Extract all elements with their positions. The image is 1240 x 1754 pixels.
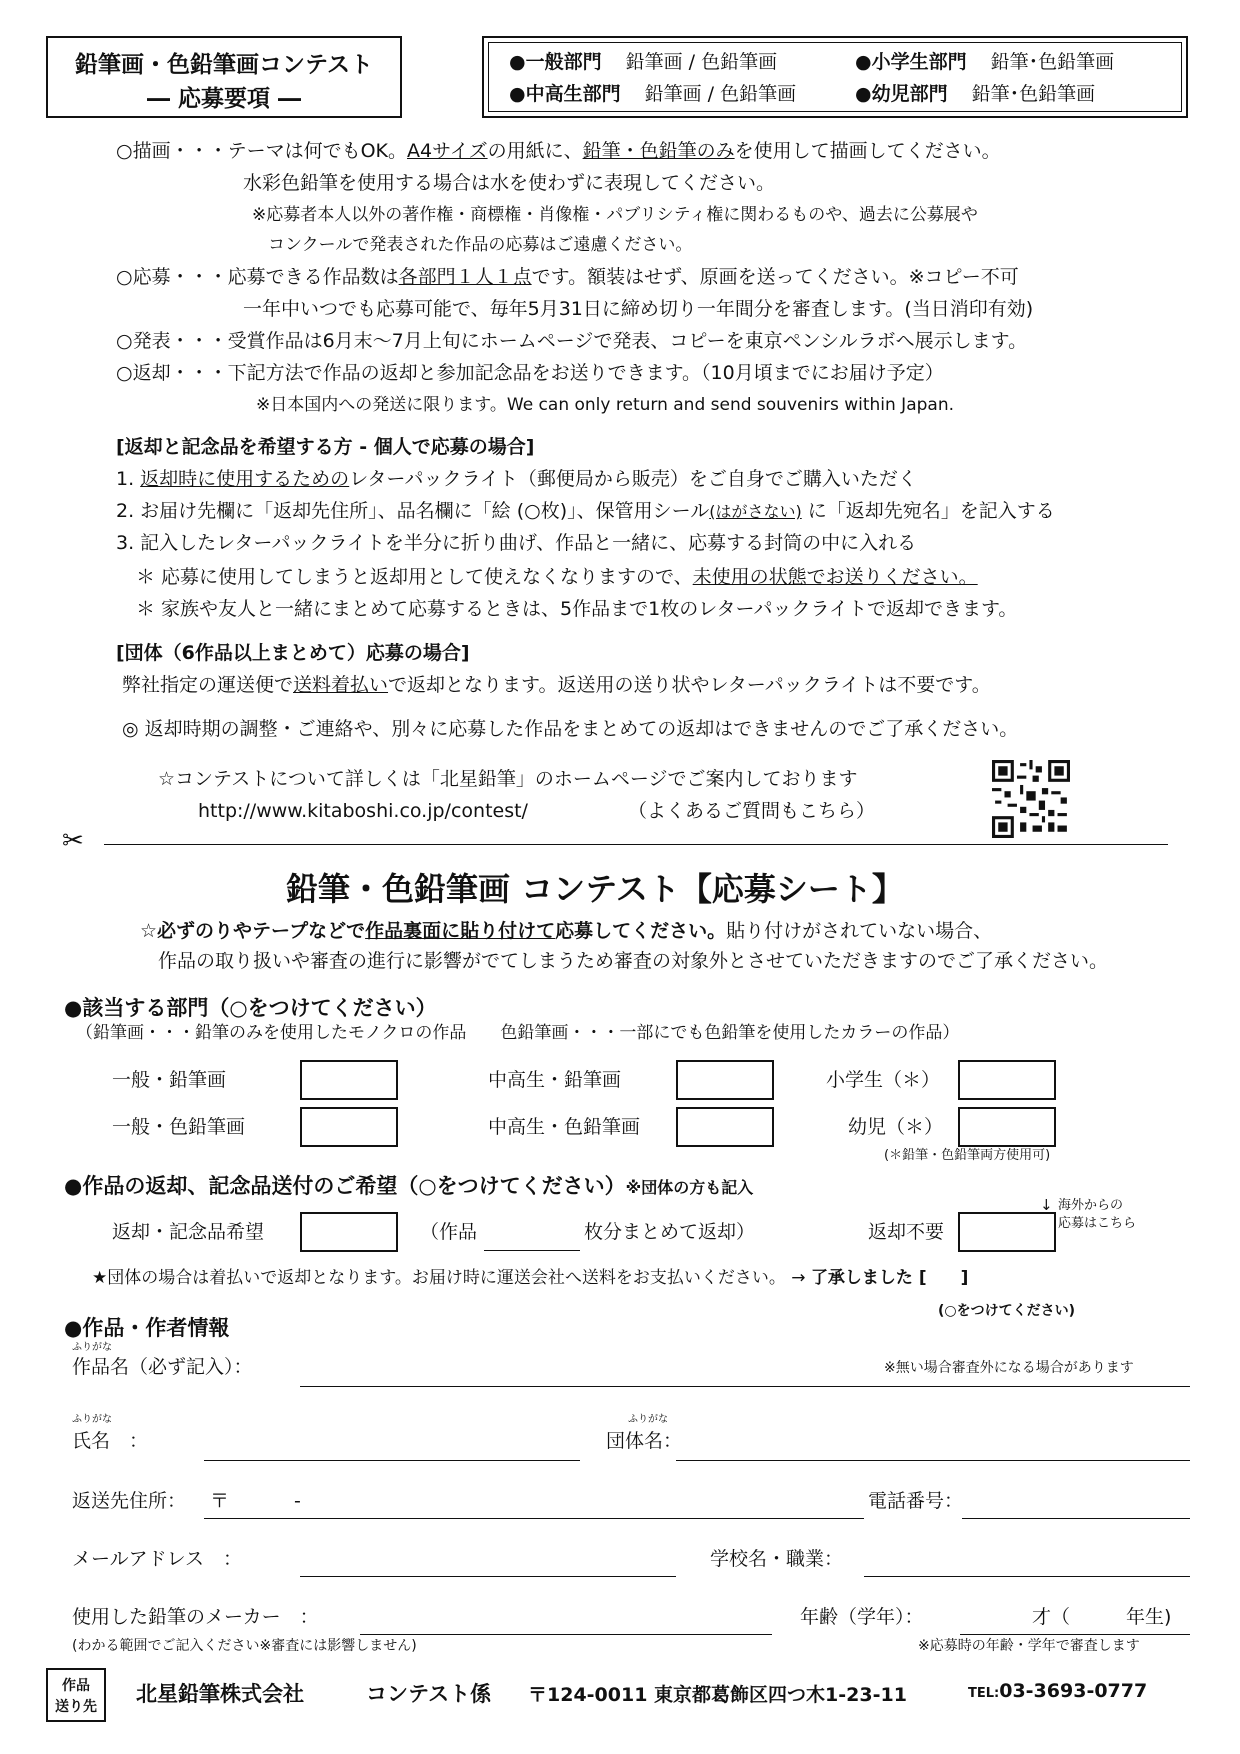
option-general-pencil-label: 一般・鉛筆画	[112, 1069, 227, 1091]
age-sai: 才（	[1032, 1606, 1071, 1628]
tel-label: TEL:	[968, 1686, 1000, 1701]
footer-tel	[968, 1680, 1147, 1702]
department-name: ●一般部門	[509, 51, 602, 73]
heading-note: ※団体の方も記入	[625, 1178, 754, 1197]
qr-code-icon[interactable]	[992, 760, 1070, 838]
step-text: レターパックライト（郵便局から販売）をご自身でご購入いただく	[349, 468, 917, 490]
email-field-label: メールアドレス ：	[72, 1548, 243, 1570]
return-want-checkbox[interactable]	[300, 1212, 398, 1252]
option-preschool-label: 幼児（＊）	[848, 1116, 944, 1138]
school-field-label: 学校名・職業：	[710, 1548, 844, 1570]
address-field-input[interactable]	[204, 1518, 864, 1519]
individual-note-1	[136, 564, 978, 590]
department-name: ●小学生部門	[855, 51, 967, 73]
group-furigana: ふりがな	[628, 1414, 668, 1425]
department-list-inner	[488, 42, 1182, 112]
rule-drawing-line1	[116, 138, 1001, 164]
name-field-input[interactable]	[204, 1460, 580, 1461]
sheet-title: 鉛筆・色鉛筆画 コンテスト【応募シート】	[286, 870, 904, 908]
option-preschool-checkbox[interactable]	[958, 1107, 1056, 1147]
group-line	[122, 672, 991, 698]
option-note: (＊鉛筆・色鉛筆両方使用可)	[884, 1148, 1051, 1163]
rule-drawing-note1: ※応募者本人以外の著作権・商標権・肖像権・パブリシティ権に関わるものや、過去に公募展や	[252, 205, 978, 225]
age-field-note: ※応募時の年齢・学年で審査します	[918, 1638, 1140, 1654]
step-text: に「返却先宛名」を記入する	[801, 500, 1055, 522]
maker-field-input[interactable]	[360, 1634, 772, 1635]
agree-note: (○をつけてください)	[938, 1303, 1076, 1319]
step-text: 2. お届け先欄に「返却先住所」、品名欄に「絵 (○枚)」、保管用シール	[116, 500, 710, 522]
option-elementary-checkbox[interactable]	[958, 1060, 1056, 1100]
instruction-text: 貼り付けがされていない場合、	[726, 920, 993, 942]
age-grade: 年生)	[1126, 1606, 1172, 1628]
individual-step-1	[116, 466, 917, 492]
note-text: ＊ 応募に使用してしまうと返却用として使えなくなりますので、	[136, 566, 693, 588]
school-field-input[interactable]	[864, 1576, 1190, 1577]
department-elementary	[855, 47, 1114, 74]
title-field-label: 作品名（必ず記入）：	[72, 1356, 253, 1378]
option-general-color-checkbox[interactable]	[300, 1107, 398, 1147]
footer-company: 北星鉛筆株式会社	[136, 1682, 304, 1706]
rule-drawing-line2: 水彩色鉛筆を使用する場合は水を使わずに表現してください。	[243, 172, 776, 194]
overseas-note-line2: 応募はこちら	[1058, 1216, 1137, 1231]
overseas-arrow-icon: ↓	[1040, 1196, 1053, 1214]
instruction-emphasis: 作品裏面に貼り付けて	[365, 920, 556, 942]
rule-apply-line2: 一年中いつでも応募可能で、毎年5月31日に締め切り一年間分を審査します。(当日消印有効)	[243, 298, 1034, 320]
title-box	[46, 36, 402, 118]
return-group-count-field[interactable]	[484, 1250, 580, 1251]
department-preschool	[855, 79, 1095, 106]
group-payment-note	[92, 1266, 968, 1290]
group-note: ◎ 返却時期の調整・ご連絡や、別々に応募した作品をまとめての返却はできませんのでご了承ください。	[122, 718, 1019, 740]
title-furigana: ふりがな	[72, 1342, 112, 1353]
page-title: 鉛筆画・色鉛筆画コンテスト	[74, 52, 374, 78]
option-general-color-label: 一般・色鉛筆画	[112, 1116, 246, 1138]
title-field-note: ※無い場合審査外になる場合があります	[884, 1360, 1134, 1376]
postal-dash: -	[294, 1490, 301, 1512]
note-emphasis: 未使用の状態でお送りください。	[692, 566, 978, 588]
footer-address: 〒124-0011 東京都葛飾区四つ木1-23-11	[528, 1684, 907, 1706]
tel-number: 03-3693-0777	[999, 1680, 1148, 1702]
individual-step-2	[116, 498, 1055, 525]
return-group-suffix: 枚分まとめて返却）	[584, 1221, 756, 1243]
footer-label-line2: 送り先	[55, 1699, 97, 1715]
instruction-text: 応募してください。	[555, 920, 727, 942]
group-field-label: 団体名：	[606, 1430, 683, 1452]
age-field-input[interactable]	[960, 1634, 1190, 1635]
note-text: ★団体の場合は着払いで返却となります。お届け時に運送会社へ送料をお支払いください。 →	[92, 1268, 806, 1288]
rule-text: ○応募・・・応募できる作品数は	[116, 266, 399, 288]
individual-step-3: 3. 記入したレターパックライトを半分に折り曲げ、作品と一緒に、応募する封筒の中に入れる	[116, 532, 917, 554]
department-desc: 鉛筆･色鉛筆画	[990, 51, 1115, 73]
return-group-prefix: （作品	[420, 1221, 478, 1243]
return-none-label: 返却不要	[868, 1221, 945, 1243]
agree-checkbox[interactable]: 了承しました [ ]	[810, 1268, 969, 1288]
info-url[interactable]: http://www.kitaboshi.co.jp/contest/	[198, 800, 528, 822]
title-field-input[interactable]	[300, 1386, 1190, 1387]
name-field-label: 氏名 ：	[72, 1430, 149, 1452]
step-emphasis: 返却時に使用するための	[140, 468, 350, 490]
rule-text: の用紙に、	[487, 140, 583, 162]
age-field-label: 年齢（学年）：	[800, 1606, 924, 1628]
group-text: 弊社指定の運送便で	[122, 674, 294, 696]
footer-dept: コンテスト係	[366, 1682, 492, 1706]
department-name: ●幼児部門	[855, 83, 948, 105]
rule-text: ○描画・・・テーマは何でもOK。	[116, 140, 407, 162]
info-section-heading: ●作品・作者情報	[64, 1316, 230, 1340]
return-want-label: 返却・記念品希望	[112, 1221, 265, 1243]
group-text: で返却となります。返送用の送り状やレターパックライトは不要です。	[388, 674, 991, 696]
rule-apply-line1	[116, 264, 1019, 290]
sheet-instruction-line2: 作品の取り扱いや審査の進行に影響がでてしまうため審査の対象外とさせていただきますのでご了承ください。	[158, 950, 1109, 972]
tel-field-input[interactable]	[962, 1518, 1190, 1519]
instruction-text: ☆必ずのりやテープなどで	[140, 920, 366, 942]
group-field-input[interactable]	[676, 1460, 1190, 1461]
group-heading: [団体（6作品以上まとめて）応募の場合]	[116, 642, 470, 664]
group-emphasis: 送料着払い	[293, 674, 389, 696]
heading-text: ●作品の返却、記念品送付のご希望（○をつけてください）	[64, 1174, 626, 1198]
rule-return: ○返却・・・下記方法で作品の返却と参加記念品をお送りできます。（10月頃までにお届け予定）	[116, 362, 944, 384]
info-faq: （よくあるご質問もこちら）	[628, 800, 876, 822]
maker-field-label: 使用した鉛筆のメーカー ：	[72, 1606, 319, 1628]
rule-emphasis: 各部門１人１点	[398, 266, 532, 288]
info-line: ☆コンテストについて詳しくは「北星鉛筆」のホームページでご案内しております	[158, 768, 858, 790]
option-elementary-label: 小学生（＊）	[826, 1069, 941, 1091]
rule-text: を使用して描画してください。	[734, 140, 1001, 162]
footer-label-box	[46, 1668, 106, 1722]
option-junior-high-pencil-label: 中高生・鉛筆画	[488, 1069, 622, 1091]
department-desc: 鉛筆画 / 色鉛筆画	[625, 51, 778, 73]
individual-heading: [返却と記念品を希望する方 - 個人で応募の場合]	[116, 436, 535, 458]
department-desc: 鉛筆･色鉛筆画	[971, 83, 1096, 105]
sheet-instruction-line1	[140, 918, 992, 944]
step-emphasis: (はがさない)	[709, 502, 802, 521]
scissors-icon: ✂	[62, 826, 84, 856]
rule-emphasis: A4サイズ	[407, 140, 488, 162]
rule-announce: ○発表・・・受賞作品は6月末～7月上旬にホームページで発表、コピーを東京ペンシルラボへ展示します。	[116, 330, 1028, 352]
department-name: ●中高生部門	[509, 83, 621, 105]
rule-return-note: ※日本国内への発送に限ります。We can only return and send souvenirs within Japan.	[256, 395, 955, 415]
overseas-note-line1: 海外からの	[1058, 1198, 1124, 1213]
department-list-box	[482, 36, 1188, 118]
tel-field-label: 電話番号：	[868, 1490, 964, 1512]
department-general	[509, 47, 777, 74]
cut-line	[104, 844, 1168, 845]
department-desc: 鉛筆画 / 色鉛筆画	[644, 83, 797, 105]
return-section-heading	[64, 1170, 753, 1200]
individual-note-2: ＊ 家族や友人と一緒にまとめて応募するときは、5作品まで1枚のレターパックライトで返却できます。	[136, 598, 1018, 620]
footer-label-line1: 作品	[62, 1678, 90, 1694]
option-general-pencil-checkbox[interactable]	[300, 1060, 398, 1100]
name-furigana: ふりがな	[72, 1414, 112, 1425]
maker-field-note: (わかる範囲でご記入ください※審査には影響しません)	[72, 1638, 417, 1654]
email-field-input[interactable]	[300, 1576, 676, 1577]
address-field-label: 返送先住所：	[72, 1490, 187, 1512]
page-subtitle: ― 応募要項 ―	[146, 86, 301, 112]
dept-section-heading: ●該当する部門（○をつけてください）	[64, 996, 437, 1020]
option-junior-high-pencil-checkbox[interactable]	[676, 1060, 774, 1100]
dept-section-note: （鉛筆画・・・鉛筆のみを使用したモノクロの作品 色鉛筆画・・・一部にでも色鉛筆を使用したカラーの作品）	[76, 1023, 960, 1043]
option-junior-high-color-checkbox[interactable]	[676, 1107, 774, 1147]
return-none-checkbox[interactable]	[958, 1212, 1056, 1252]
rule-drawing-note2: コンクールで発表された作品の応募はご遠慮ください。	[268, 235, 693, 255]
department-junior-high	[509, 79, 796, 106]
postal-mark: 〒	[210, 1490, 230, 1512]
rule-emphasis: 鉛筆・色鉛筆のみ	[582, 140, 735, 162]
rule-text: です。額装はせず、原画を送ってください。※コピー不可	[531, 266, 1019, 288]
option-junior-high-color-label: 中高生・色鉛筆画	[488, 1116, 641, 1138]
step-number: 1.	[116, 468, 141, 490]
